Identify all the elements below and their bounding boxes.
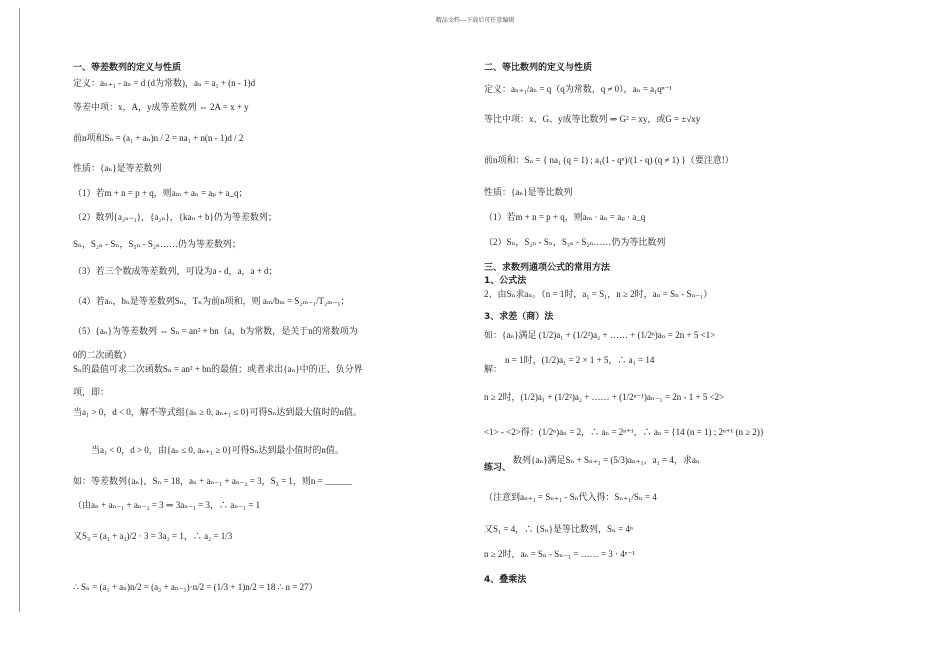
text-line: 0的二次函数）: [73, 350, 132, 360]
subsection-title-formula: 1、公式法: [484, 276, 527, 286]
section-title-geometric: 二、等比数列的定义与性质: [484, 63, 593, 73]
text-line: 定义：aₙ₊₁/aₙ = q（q为常数，q ≠ 0），aₙ = a₁qⁿ⁻¹: [484, 84, 673, 94]
text-line: （3）若三个数成等差数列，可设为a - d，a，a + d；: [73, 266, 278, 276]
text-line: （2）Sₙ，S₂ₙ - Sₙ，S₃ₙ - S₂ₙ……仍为等比数列: [484, 237, 666, 247]
text-line: 性质：{aₙ}是等差数列: [73, 163, 162, 173]
text-line: 当a₁ > 0，d < 0，解不等式组{aₙ ≥ 0, aₙ₊₁ ≤ 0}可得Sₙ达到最大值时的n值。: [73, 407, 362, 417]
text-line: 又S₁ = 4，∴ {Sₙ}是等比数列，Sₙ = 4ⁿ: [484, 524, 633, 534]
text-line: 数列{aₙ}满足Sₙ + Sₙ₊₁ = (5/3)aₙ₊₁，a₁ = 4，求aₙ: [513, 455, 700, 465]
text-line: 解：: [484, 364, 503, 374]
text-line: 等比中项：x、G、y成等比数列 ⇒ G² = xy，或G = ±√xy: [484, 114, 701, 124]
text-line: （由aₙ + aₙ₋₁ + aₙ₋₂ = 3 ⇒ 3aₙ₋₁ = 3，∴ aₙ₋₁ = 1: [73, 500, 261, 510]
text-line: 性质：{aₙ}是等比数列: [484, 187, 573, 197]
text-line: 如：等差数列{aₙ}，Sₙ = 18，aₙ + aₙ₋₁ + aₙ₋₂ = 3，S₃ = 1，则n = ______: [73, 476, 352, 486]
text-line: 前n项和Sₙ = (a₁ + aₙ)n / 2 = na₁ + n(n - 1)d / 2: [73, 133, 244, 143]
text-line: 项，即：: [73, 387, 110, 397]
text-line: 前n项和：Sₙ = { na₁ (q = 1) ; a₁(1 - qⁿ)/(1 - q) (q ≠ 1) }（要注意!）: [484, 155, 734, 165]
text-line: （2）数列{a₂ₙ₋₁}，{a₂ₙ}，{kaₙ + b}仍为等差数列；: [73, 212, 277, 222]
text-line: （5）{aₙ}为等差数列 ⇔ Sₙ = an² + bn（a，b为常数，是关于n的常数项为: [73, 326, 358, 336]
subsection-title-multiplication: 4、叠乘法: [484, 575, 527, 585]
text-line: （1）若m + n = p + q，则aₘ + aₙ = aₚ + a_q；: [73, 188, 248, 198]
subsection-title-difference: 3、求差（商）法: [484, 312, 554, 322]
text-line: 等差中项：x，A，y成等差数列 ⇔ 2A = x + y: [73, 102, 249, 112]
section-title-arithmetic: 一、等差数列的定义与性质: [73, 63, 182, 73]
text-line: n ≥ 2时，(1/2)a₁ + (1/2²)a₂ + …… + (1/2ⁿ⁻¹)aₙ₋₁ = 2n - 1 + 5 <2>: [484, 392, 725, 402]
page-left-rule: [19, 8, 20, 612]
subsection-title-practice: 练习、: [484, 463, 512, 473]
text-line: <1> - <2>得：(1/2ⁿ)aₙ = 2，∴ aₙ = 2ⁿ⁺¹，∴ aₙ = {14 (n = 1) ; 2ⁿ⁺¹ (n ≥ 2)}: [484, 427, 765, 437]
text-line: 2、由Sₙ求aₙ。（n = 1时，a₁ = S₁，n ≥ 2时，aₙ = Sₙ - Sₙ₋₁）: [484, 289, 713, 299]
text-line: 如：{aₙ}满足 (1/2)a₁ + (1/2²)a₂ + …… + (1/2ⁿ)aₙ = 2n + 5 <1>: [484, 330, 716, 340]
text-line: 定义：aₙ₊₁ - aₙ = d (d为常数)，aₙ = a₁ + (n - 1)d: [73, 78, 256, 88]
page-header-note: 精品文档---下载后可任意编辑: [435, 17, 515, 24]
text-line: （1）若m + n = p + q，则aₘ · aₙ = aₚ · a_q: [484, 212, 646, 222]
text-line: 当a₁ < 0，d > 0，由{aₙ ≤ 0, aₙ₊₁ ≥ 0}可得Sₙ达到最小值时的n值。: [91, 445, 344, 455]
text-line: n ≥ 2时，aₙ = Sₙ - Sₙ₋₁ = …… = 3 · 4ⁿ⁻¹: [484, 549, 636, 559]
text-line: ∴ Sₙ = (a₁ + aₙ)n/2 = (a₂ + aₙ₋₁)·n/2 = (1/3 + 1)n/2 = 18 ∴ n = 27）: [73, 582, 318, 592]
text-line: Sₙ，S₂ₙ - Sₙ，S₃ₙ - S₂ₙ……仍为等差数列；: [73, 239, 241, 249]
text-line: n = 1时，(1/2)a₁ = 2 × 1 + 5，∴ a₁ = 14: [505, 355, 655, 365]
section-title-methods: 三、求数列通项公式的常用方法: [484, 263, 611, 273]
text-line: Sₙ的最值可求二次函数Sₙ = an² + bn的最值；或者求出{aₙ}中的正、负分界: [73, 364, 363, 374]
text-line: （4）若aₙ，bₙ是等差数列Sₙ，Tₙ为前n项和，则 aₘ/bₘ = S₂ₘ₋₁/T₂ₘ₋₁；: [73, 296, 350, 306]
text-line: 又S₃ = (a₁ + a₃)/2 · 3 = 3a₂ = 1，∴ a₂ = 1/3: [73, 531, 233, 541]
text-line: （注意到aₙ₊₁ = Sₙ₊₁ - Sₙ代入得：Sₙ₊₁/Sₙ = 4: [484, 492, 657, 502]
